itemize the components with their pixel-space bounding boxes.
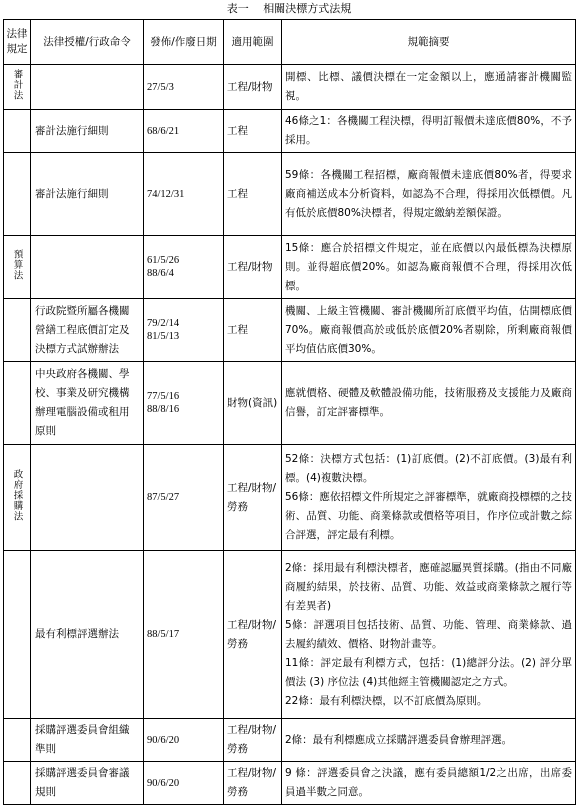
law-group-procurement: 政府採購法 [4,445,31,551]
regulation-dates: 61/5/26 88/6/4 [144,236,224,299]
table-caption: 表一 相關決標方式法規 [226,2,352,15]
regulation-name [31,445,144,551]
table-row [4,153,576,236]
regulation-summary: 15條：應合於招標文件規定，並在底價以內最低標為決標原則。並得超底價20%。如認為廠商報價不合理，得採用次低標。 [282,236,576,299]
regulation-summary: 2條：採用最有利標決標者，應確認屬異質採購。(指由不同廠商履約結果，於技術、品質、功能、效益或商業條款之履行等有差異者) 5條：評選項目包括技術、品質、功能、管理、商業條款、過去履約績效、價格、財物計畫等。 11條：評定最有利標方式，包括：(1)總評分法。(2) 評分單價法 (3) 序位法 (4)其他經主管機關認定之方式。 22條：最有利標決標，以不訂底價為原則。 [282,551,576,719]
table-row [4,362,576,445]
regulation-dates: 79/2/14 81/5/13 [144,299,224,362]
regulation-scope: 工程 [224,299,282,362]
law-group-empty [4,551,31,719]
regulation-summary: 開標、比標、議價決標在一定金額以上，應通請審計機關監視。 [282,65,576,110]
header-date: 發佈/作廢日期 [144,20,224,65]
law-group-audit: 審計法 [4,65,31,110]
regulation-name: 中央政府各機關、學校、事業及研究機構辦理電腦設備或租用原則 [31,362,144,445]
table-row [4,551,576,719]
regulation-name: 採購評選委員會審議規則 [31,762,144,805]
law-group-empty [4,110,31,153]
regulation-summary: 機關、上級主管機關、審計機關所訂底價平均值，估開標底價70%。廠商報價高於或低於底價20%者剔除，所剩廠商報價平均值估底價30%。 [282,299,576,362]
regulation-scope: 工程/財物 [224,236,282,299]
regulation-dates: 77/5/16 88/8/16 [144,362,224,445]
table-row [4,299,576,362]
regulation-scope: 財物(資訊) [224,362,282,445]
regulation-dates: 27/5/3 [144,65,224,110]
law-group-empty [4,762,31,805]
header-scope: 適用範圍 [224,20,282,65]
regulation-name: 審計法施行細則 [31,110,144,153]
law-group-budget: 預算法 [4,236,31,299]
regulation-scope: 工程 [224,153,282,236]
regulation-scope: 工程/財物/勞務 [224,762,282,805]
law-group-empty [4,299,31,362]
regulation-summary: 59條：各機關工程招標，廠商報價未達底價80%者，得要求廠商補送成本分析資料，如認為不合理，得採用次低標價。凡有低於底價80%決標者，得規定繳納差額保證。 [282,153,576,236]
table-row [4,236,576,299]
regulation-name: 採購評選委員會組織準則 [31,719,144,762]
regulation-scope: 工程/財物/勞務 [224,445,282,551]
table-row [4,65,576,110]
regulation-name: 行政院暨所屬各機關營繕工程底價訂定及決標方式試辦辦法 [31,299,144,362]
regulation-name: 最有利標評選辦法 [31,551,144,719]
regulation-dates: 74/12/31 [144,153,224,236]
regulation-summary: 應就價格、硬體及軟體設備功能，技術服務及支援能力及廠商信譽，訂定評審標準。 [282,362,576,445]
regulation-dates: 88/5/17 [144,551,224,719]
table-row [4,762,576,805]
regulation-scope: 工程/財物/勞務 [224,551,282,719]
regulation-summary: 9 條：評選委員會之決議，應有委員總額1/2之出席，出席委員過半數之同意。 [282,762,576,805]
regulations-table [3,19,576,805]
header-name: 法律授權/行政命令 [31,20,144,65]
header-row [4,20,576,65]
regulation-dates: 87/5/27 [144,445,224,551]
regulation-dates: 68/6/21 [144,110,224,153]
regulation-name [31,236,144,299]
header-law: 法律規定 [4,20,31,65]
table-row [4,445,576,551]
table-row [4,110,576,153]
regulation-name [31,65,144,110]
regulation-summary: 52條：決標方式包括：(1)訂底價。(2)不訂底價。(3)最有利標。(4)複數決標。 56條：應依招標文件所規定之評審標準，就廠商投標標的之技術、品質、功能、商業條款或價格等項目，作序位或計數之綜合評選，評定最有利標。 [282,445,576,551]
law-group-empty [4,362,31,445]
law-group-empty [4,719,31,762]
law-group-empty [4,153,31,236]
regulation-summary: 46條之1：各機關工程決標，得明訂報價未達底價80%，不予採用。 [282,110,576,153]
regulation-dates: 90/6/20 [144,719,224,762]
table-row [4,719,576,762]
regulation-scope: 工程/財物 [224,65,282,110]
regulation-scope: 工程/財物/勞務 [224,719,282,762]
regulation-summary: 2條：最有利標應成立採購評選委員會辦理評選。 [282,719,576,762]
regulation-scope: 工程 [224,110,282,153]
header-summary: 規範摘要 [282,20,576,65]
regulation-name: 審計法施行細則 [31,153,144,236]
regulation-dates: 90/6/20 [144,762,224,805]
